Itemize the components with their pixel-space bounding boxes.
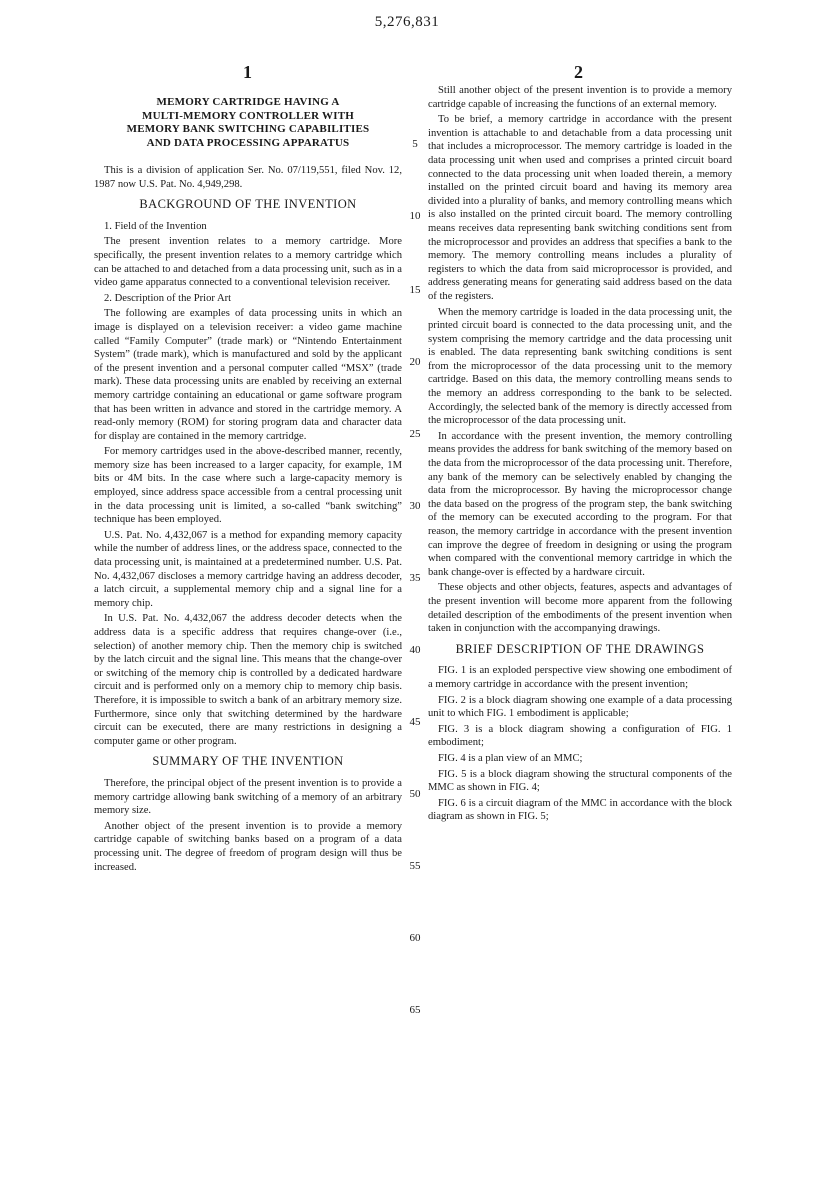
summary-heading: SUMMARY OF THE INVENTION [152, 754, 344, 769]
fig-description: FIG. 6 is a circuit diagram of the MMC in accordance with the block diagram as shown in FIG. 5; [428, 797, 732, 823]
prior-art-paragraph: In U.S. Pat. No. 4,432,067 the address decoder detects when the address data is a specific address that requires change-over (i.e., selection) of another memory chip. Then the memory chip is switched by the latch circuit and the signal line. This means that the change-over or switching of the memory chip is controlled by a dedicated hardware circuit and is performed only on a memory chip to memory chip basis. Therefore, it is impossible to switch a bank of an arbitrary memory size. Furthermore, since only that switching determined by the hardware circuit can be executed, there are many restrictions in designing a computer game or other program. [94, 613, 402, 747]
patent-number: 5,276,831 [374, 14, 440, 30]
line-number: 10 [409, 210, 421, 222]
line-number: 25 [409, 428, 421, 440]
line-number: 40 [409, 644, 421, 656]
prior-art-subheading: 2. Description of the Prior Art [104, 292, 232, 304]
division-note: This is a division of application Ser. No. 07/119,551, filed Nov. 12, 1987 now U.S. Pat. No. 4,949,298. [94, 165, 402, 190]
field-subheading: 1. Field of the Invention [104, 220, 207, 232]
line-number: 60 [409, 932, 421, 944]
object-paragraph: Still another object of the present invention is to provide a memory cartridge capable of increasing the functions of an external memory. [428, 85, 732, 110]
line-number: 20 [409, 356, 421, 368]
line-number: 5 [412, 138, 418, 150]
summary-paragraph: Another object of the present invention is to provide a memory cartridge capable of switching banks based on a program of a data processing unit. The degree of freedom of program design will thus be increased. [94, 820, 402, 873]
line-number: 50 [409, 788, 421, 800]
summary-paragraph: Therefore, the principal object of the present invention is to provide a memory cartridge allowing bank switching of a memory of an arbitrary memory size. [94, 777, 402, 817]
line-number: 30 [409, 500, 421, 512]
title-line: AND DATA PROCESSING APPARATUS [146, 136, 350, 149]
line-number: 45 [409, 716, 421, 728]
line-number: 15 [409, 284, 421, 296]
fig-description: FIG. 2 is a block diagram showing one example of a data processing unit to which FIG. 1 embodiment is applicable; [428, 694, 732, 720]
line-number: 65 [409, 1004, 421, 1016]
fig-description: FIG. 5 is a block diagram showing the structural components of the MMC as shown in FIG. 4; [428, 768, 732, 794]
summary-detail-paragraph: These objects and other objects, features, aspects and advantages of the present invention will become more apparent from the following detailed description of the embodiments of the present invention when taken in conjunction with the accompanying drawings. [428, 582, 732, 635]
right-column [428, 84, 732, 826]
summary-detail-paragraph: When the memory cartridge is loaded in the data processing unit, the printed circuit board is connected to the data processing unit, and the system comprising the memory cartridge and the data processing unit is enabled. The data representing bank switching conditions is sent from the microprocessor of the data processing unit to the memory cartridge. Based on this data, the memory controlling means sends to the memory an address corresponding to the bank to be selected. Accordingly, the selected bank of the memory is directly accessed from the microprocessor of the data processing unit. [428, 306, 732, 427]
title-line: MULTI-MEMORY CONTROLLER WITH [142, 109, 354, 122]
prior-art-paragraph: For memory cartridges used in the above-described manner, recently, memory size has been increased to a larger capacity, for example, 1M bits or 4M bits. In the case where such a large-capacity memory is employed, since address space accessible from a central processing unit in the data processing unit is limited, a so-called “bank switching” technique has been employed. [94, 446, 402, 526]
drawings-heading: BRIEF DESCRIPTION OF THE DRAWINGS [455, 641, 705, 656]
summary-detail-paragraph: In accordance with the present invention, the memory controlling means provides the address for bank switching of the memory based on the data from the microprocessor of the data processing unit. Therefore, any bank of the memory can be selectively enabled by changing the data from the microprocessor. By having the microprocessor change the data based on the progress of the program step, the bank switching of the memory can be executed according to the program. For that reason, the memory cartridge in accordance with the present invention can improve the degree of freedom in designing or using the program when compared with the conventional memory cartridge in which the bank change-over is effected by a hardware circuit. [428, 430, 732, 578]
left-column-number: 1 [243, 62, 252, 82]
line-number: 35 [409, 572, 421, 584]
fig-description: FIG. 4 is a plan view of an MMC; [438, 752, 583, 764]
background-heading: BACKGROUND OF THE INVENTION [139, 197, 357, 212]
prior-art-paragraph: U.S. Pat. No. 4,432,067 is a method for expanding memory capacity while the number of address lines, or the address space, connected to the data processing unit, is maintained at a predetermined number. U.S. Pat. No. 4,432,067 discloses a memory cartridge having an address decoder, a latch circuit, a supplemental memory chip and a signal line for a memory chip. [94, 529, 402, 609]
prior-art-paragraph: The following are examples of data processing units in which an image is displayed on a television receiver: a video game machine called “Family Computer” (trade mark) or “Nintendo Entertainment System” (trade mark), which is manufactured and sold by the applicant of the present invention and a personal computer called “MSX” (trade mark). These data processing units are enabled by receiving an external memory cartridge containing an educational or game software program that has been written in advance and stored in the cartridge memory. A read-only memory (ROM) for storing program data and character data for display are contained in the memory cartridge. [94, 308, 402, 442]
title-line: MEMORY BANK SWITCHING CAPABILITIES [126, 123, 370, 135]
patent-title [94, 96, 402, 150]
field-paragraph: The present invention relates to a memory cartridge. More specifically, the present invention relates to a memory cartridge which can be attached to and detached from a data processing unit, such as in a video game apparatus connected to a conventional television receiver. [94, 236, 402, 289]
left-column [94, 66, 402, 876]
fig-description: FIG. 1 is an exploded perspective view showing one embodiment of a memory cartridge in accordance with the present invention; [428, 665, 732, 690]
title-line: MEMORY CARTRIDGE HAVING A [156, 96, 340, 108]
right-column-number: 2 [574, 62, 583, 82]
fig-description: FIG. 3 is a block diagram showing a configuration of FIG. 1 embodiment; [428, 723, 732, 749]
line-number: 55 [409, 860, 421, 872]
summary-detail-paragraph: To be brief, a memory cartridge in accordance with the present invention is attachable to and detachable from a data processing unit that includes a microprocessor. The memory cartridge is loaded in the data processing unit when used and comprises a printed circuit board connected to the data processing unit when loaded therein, a memory installed on the printed circuit board and having its memory area divided into a plurality of banks, and memory controlling means which is also installed on the printed circuit board. The memory controlling means receives data representing bank switching conditions sent from the microprocessor and provides an address that specifies a bank to the memory. The memory controlling means includes a plurality of registers to which the data from said microprocessor is provided, and address generating means for generating said address based on the data of the registers. [428, 114, 732, 302]
